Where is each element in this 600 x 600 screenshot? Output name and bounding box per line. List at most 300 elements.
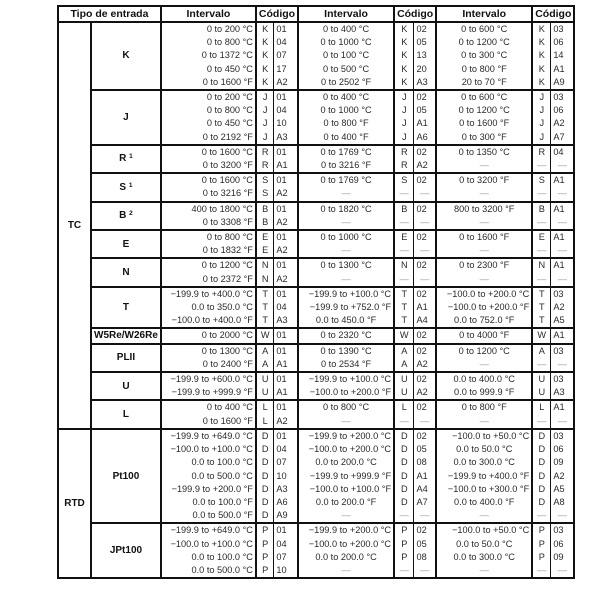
range-interval: 0 to 800 °C	[206, 37, 253, 48]
header-code-1: Código	[256, 6, 298, 22]
range-interval: 0.0 to 200.0 °C	[315, 457, 377, 468]
table-row	[58, 258, 574, 272]
code-letter: B	[394, 202, 414, 216]
code-number: 03	[551, 523, 575, 537]
table-row	[58, 22, 574, 36]
code-number: 01	[274, 258, 298, 272]
table-row	[58, 202, 574, 216]
code-number: 06	[551, 104, 575, 117]
code-number: A1	[551, 202, 575, 216]
code-letter: D	[532, 456, 551, 469]
sensor-type-label	[91, 400, 161, 428]
code-letter: K	[394, 63, 414, 76]
code-number: 08	[414, 456, 436, 469]
code-number: 02	[414, 90, 436, 104]
sensor-type-label	[91, 372, 161, 400]
code-letter: K	[256, 22, 274, 36]
code-number: 01	[274, 523, 298, 537]
sensor-type-name: R	[119, 153, 127, 165]
range-interval: 0 to 400 °C	[161, 400, 256, 414]
range-interval: 0 to 500 °C	[323, 63, 370, 74]
code-number: 06	[551, 443, 575, 456]
code-letter: W	[394, 328, 414, 343]
range-interval: 0 to 1300 °C	[298, 258, 394, 272]
code-letter: —	[394, 187, 414, 201]
code-letter: —	[532, 159, 551, 173]
range-interval: —	[479, 245, 489, 256]
code-number: A2	[274, 187, 298, 201]
code-number: 07	[274, 49, 298, 62]
sensor-type-name: J	[123, 111, 129, 123]
code-number: —	[414, 244, 436, 258]
range-interval: −100.0 to +50.0 °C	[436, 429, 532, 443]
code-number: A9	[274, 509, 298, 523]
code-letter: U	[256, 386, 274, 400]
code-letter: N	[532, 258, 551, 272]
code-number: A9	[551, 76, 575, 90]
code-number: A1	[551, 173, 575, 187]
code-letter: K	[394, 76, 414, 90]
footnote-marker: 1	[128, 181, 133, 189]
range-interval: 0 to 2534 °F	[320, 358, 372, 369]
code-number: 02	[414, 22, 436, 36]
sensor-type-label	[91, 287, 161, 329]
range-interval: −100.0 to +200.0 °C	[436, 287, 532, 301]
code-number: A1	[551, 328, 575, 343]
code-number: A1	[551, 258, 575, 272]
code-number: 02	[414, 429, 436, 443]
code-number: 01	[274, 22, 298, 36]
range-interval: −100.0 to +100.0 °C	[170, 538, 253, 549]
code-letter: T	[394, 301, 414, 314]
code-number: 05	[414, 104, 436, 117]
sensor-type-name: B	[119, 210, 127, 222]
range-interval: 0 to 3308 °F	[202, 216, 253, 227]
code-letter: P	[256, 523, 274, 537]
code-number: —	[414, 273, 436, 287]
code-letter: —	[532, 415, 551, 429]
code-number: —	[551, 358, 575, 372]
range-interval: —	[479, 358, 489, 369]
code-number: 07	[274, 456, 298, 469]
sensor-type-label	[91, 344, 161, 372]
code-number: 02	[414, 400, 436, 414]
input-group-label: TC	[58, 22, 91, 429]
range-interval: 0.0 to 50.0 °C	[456, 538, 513, 549]
range-interval: 0.0 to 500.0 °F	[192, 510, 253, 521]
code-letter: D	[532, 470, 551, 483]
code-letter: P	[394, 523, 414, 537]
code-number: 06	[551, 36, 575, 49]
sensor-type-label	[91, 328, 161, 343]
code-number: A5	[551, 314, 575, 328]
code-number: 03	[551, 287, 575, 301]
code-letter: R	[256, 145, 274, 159]
code-number: 03	[551, 22, 575, 36]
code-letter: K	[256, 36, 274, 49]
code-number: 02	[414, 372, 436, 386]
range-interval: —	[479, 510, 489, 521]
range-interval: 0.0 to 50.0 °C	[456, 444, 513, 455]
range-interval: —	[479, 273, 489, 284]
code-number: —	[414, 564, 436, 578]
code-letter: J	[532, 104, 551, 117]
code-number: 02	[414, 523, 436, 537]
code-number: A2	[274, 273, 298, 287]
code-letter: E	[256, 230, 274, 244]
code-letter: D	[532, 443, 551, 456]
table-row	[58, 287, 574, 301]
range-interval: —	[341, 510, 351, 521]
code-number: —	[551, 159, 575, 173]
range-interval: 0 to 400 °C	[298, 22, 394, 36]
table-row	[58, 400, 574, 414]
code-letter: D	[394, 429, 414, 443]
code-letter: P	[256, 538, 274, 551]
range-interval: 0 to 200 °C	[161, 22, 256, 36]
code-number: 09	[551, 551, 575, 564]
range-interval: 0 to 1350 °C	[436, 145, 532, 159]
code-letter: K	[394, 22, 414, 36]
footnote-marker: 1	[129, 153, 133, 161]
code-letter: U	[256, 372, 274, 386]
range-interval: 0 to 1600 °C	[161, 173, 256, 187]
code-letter: K	[256, 76, 274, 90]
range-interval: 0 to 800 °C	[298, 400, 394, 414]
code-letter: P	[532, 538, 551, 551]
range-interval: 0 to 2320 °C	[298, 328, 394, 343]
table-body	[58, 22, 574, 578]
code-letter: K	[532, 22, 551, 36]
header-interval-2: Intervalo	[298, 6, 394, 22]
range-interval: 0 to 1600 °F	[436, 230, 532, 244]
range-interval: 0 to 1200 °C	[458, 37, 510, 48]
range-interval: −199.9 to +100.0 °C	[298, 287, 394, 301]
code-number: 13	[414, 49, 436, 62]
code-letter: —	[532, 358, 551, 372]
code-letter: J	[532, 117, 551, 130]
sensor-type-name: T	[122, 302, 129, 314]
code-number: 07	[274, 551, 298, 564]
code-number: A2	[274, 244, 298, 258]
code-number: 01	[274, 230, 298, 244]
code-letter: K	[256, 49, 274, 62]
code-number: 05	[414, 36, 436, 49]
code-letter: D	[256, 443, 274, 456]
code-number: 01	[274, 429, 298, 443]
code-number: 04	[274, 538, 298, 551]
range-interval: —	[341, 216, 351, 227]
code-number: 03	[551, 429, 575, 443]
code-number: 02	[414, 344, 436, 358]
code-number: —	[551, 509, 575, 523]
code-letter: A	[532, 344, 551, 358]
range-interval: −199.9 to +200.0 °C	[298, 429, 394, 443]
range-interval: 0 to 600 °C	[436, 22, 532, 36]
sensor-type-label	[91, 258, 161, 286]
range-interval: 0 to 400 °F	[323, 131, 369, 142]
header-code-2: Código	[394, 6, 436, 22]
code-letter: J	[532, 90, 551, 104]
range-interval: −199.9 to +649.0 °C	[161, 429, 256, 443]
code-number: A1	[414, 301, 436, 314]
code-letter: —	[394, 273, 414, 287]
code-letter: J	[532, 131, 551, 145]
code-number: —	[551, 415, 575, 429]
range-interval: 0 to 1200 °C	[458, 105, 510, 116]
code-number: 10	[274, 470, 298, 483]
code-letter: B	[256, 216, 274, 230]
code-letter: D	[394, 483, 414, 496]
code-number: A2	[551, 301, 575, 314]
range-interval: 0 to 1390 °C	[298, 344, 394, 358]
sensor-type-name: S	[119, 181, 127, 193]
range-interval: 0 to 1000 °C	[298, 230, 394, 244]
code-number: A2	[414, 358, 436, 372]
range-interval: 0 to 1200 °C	[161, 258, 256, 272]
range-interval: −199.9 to +999.9 °F	[171, 387, 253, 398]
code-number: 04	[274, 301, 298, 314]
range-interval: —	[341, 415, 351, 426]
range-interval: 0.0 to 752.0 °F	[454, 315, 515, 326]
header-interval-3: Intervalo	[436, 6, 532, 22]
range-interval: 0 to 400 °C	[298, 90, 394, 104]
code-letter: D	[394, 456, 414, 469]
range-interval: 0 to 4000 °F	[436, 328, 532, 343]
code-number: 02	[414, 258, 436, 272]
sensor-type-name: U	[122, 380, 130, 392]
sensor-type-name: W5Re/W26Re	[94, 330, 158, 342]
range-interval: 0 to 1600 °F	[459, 118, 510, 129]
range-interval: −100.0 to +400.0 °F	[171, 315, 253, 326]
code-letter: K	[394, 36, 414, 49]
range-interval: 0.0 to 450.0 °F	[315, 315, 377, 326]
range-interval: 0.0 to 400.0 °C	[436, 372, 532, 386]
code-letter: J	[394, 131, 414, 145]
range-interval: 0 to 3200 °F	[202, 160, 253, 171]
code-letter: T	[394, 287, 414, 301]
code-number: 01	[274, 202, 298, 216]
code-letter: D	[394, 443, 414, 456]
code-number: —	[414, 509, 436, 523]
range-interval: −199.9 to +999.9 °F	[309, 470, 392, 481]
code-letter: U	[532, 372, 551, 386]
code-number: 17	[274, 63, 298, 76]
code-number: 08	[414, 551, 436, 564]
code-number: —	[414, 187, 436, 201]
code-letter: J	[256, 117, 274, 130]
code-letter: —	[394, 564, 414, 578]
range-interval: 0 to 1769 °C	[298, 145, 394, 159]
code-number: A1	[551, 230, 575, 244]
code-number: A3	[414, 76, 436, 90]
range-interval: 0.0 to 400.0 °F	[454, 496, 515, 507]
code-letter: —	[394, 216, 414, 230]
code-letter: T	[256, 314, 274, 328]
range-interval: 0 to 1300 °C	[161, 344, 256, 358]
header-input-type: Tipo de entrada	[58, 6, 161, 22]
code-letter: J	[394, 90, 414, 104]
range-interval: −199.9 to +400.0 °C	[161, 287, 256, 301]
range-interval: 0 to 2400 °F	[202, 358, 253, 369]
range-interval: 0 to 800 °C	[206, 105, 253, 116]
input-group-label: RTD	[58, 429, 91, 578]
code-number: 02	[414, 230, 436, 244]
code-number: A1	[414, 470, 436, 483]
code-number: 02	[414, 202, 436, 216]
range-interval: —	[341, 188, 351, 199]
range-interval: —	[479, 564, 489, 575]
code-letter: D	[256, 470, 274, 483]
code-number: —	[414, 216, 436, 230]
table-row	[58, 230, 574, 244]
code-number: A2	[274, 216, 298, 230]
code-letter: U	[394, 372, 414, 386]
code-number: 04	[274, 36, 298, 49]
code-letter: R	[394, 145, 414, 159]
code-letter: —	[532, 273, 551, 287]
code-letter: J	[256, 104, 274, 117]
range-interval: 0.0 to 200.0 °F	[315, 496, 377, 507]
code-letter: —	[394, 244, 414, 258]
code-letter: K	[532, 76, 551, 90]
code-number: A2	[274, 415, 298, 429]
sensor-type-name: Pt100	[112, 470, 140, 482]
table-row	[58, 328, 574, 343]
code-letter: —	[394, 509, 414, 523]
code-letter: J	[256, 90, 274, 104]
table-row	[58, 523, 574, 537]
code-number: 04	[551, 145, 575, 159]
code-letter: D	[394, 496, 414, 509]
range-interval: —	[479, 216, 489, 227]
range-interval: —	[479, 188, 489, 199]
code-letter: U	[394, 386, 414, 400]
code-letter: D	[256, 496, 274, 509]
range-interval: 0 to 800 °F	[436, 400, 532, 414]
range-interval: 800 to 3200 °F	[436, 202, 532, 216]
code-number: A4	[414, 483, 436, 496]
code-number: 03	[551, 344, 575, 358]
code-number: 20	[414, 63, 436, 76]
sensor-type-name: N	[122, 267, 130, 279]
code-number: 01	[274, 400, 298, 414]
code-letter: D	[256, 456, 274, 469]
range-interval: 0 to 2300 °F	[436, 258, 532, 272]
range-interval: −100.0 to +200.0 °C	[308, 444, 392, 455]
range-interval: —	[341, 273, 351, 284]
range-interval: 0 to 800 °F	[461, 63, 507, 74]
code-letter: K	[256, 63, 274, 76]
code-number: 05	[414, 443, 436, 456]
code-number: 01	[274, 328, 298, 343]
code-letter: S	[256, 187, 274, 201]
code-number: A2	[414, 386, 436, 400]
code-letter: T	[532, 314, 551, 328]
code-number: —	[551, 564, 575, 578]
range-interval: 0 to 1600 °C	[161, 145, 256, 159]
code-letter: D	[532, 496, 551, 509]
code-letter: K	[532, 63, 551, 76]
code-number: 04	[274, 443, 298, 456]
code-number: A7	[414, 496, 436, 509]
code-letter: K	[532, 49, 551, 62]
code-letter: —	[532, 509, 551, 523]
sensor-type-name: L	[122, 409, 129, 421]
code-number: 01	[274, 90, 298, 104]
code-letter: A	[394, 358, 414, 372]
code-letter: R	[394, 159, 414, 173]
sensor-type-label	[91, 22, 161, 90]
range-interval: 0 to 2502 °F	[320, 76, 372, 87]
code-number: A5	[551, 483, 575, 496]
range-interval: 0.0 to 500.0 °C	[191, 470, 253, 481]
range-interval: 0.0 to 300.0 °C	[453, 551, 515, 562]
code-letter: T	[394, 314, 414, 328]
range-interval: 0 to 300 °F	[461, 131, 507, 142]
sensor-type-label	[91, 90, 161, 145]
code-letter: —	[532, 187, 551, 201]
code-number: 06	[551, 538, 575, 551]
range-interval: —	[479, 415, 489, 426]
code-number: 02	[414, 145, 436, 159]
range-interval: 0.0 to 100.0 °F	[192, 496, 253, 507]
code-letter: L	[532, 400, 551, 414]
code-letter: L	[256, 400, 274, 414]
header-code-3: Código	[532, 6, 574, 22]
code-number: A3	[274, 483, 298, 496]
range-interval: −199.9 to +600.0 °C	[161, 372, 256, 386]
footnote-marker: 2	[129, 210, 133, 218]
code-number: A6	[414, 131, 436, 145]
code-letter: —	[532, 216, 551, 230]
code-number: 01	[274, 173, 298, 187]
code-letter: T	[532, 287, 551, 301]
code-letter: A	[256, 344, 274, 358]
code-number: 01	[274, 344, 298, 358]
code-letter: A	[394, 344, 414, 358]
table-row	[58, 145, 574, 159]
code-number: 03	[551, 372, 575, 386]
code-number: A8	[551, 496, 575, 509]
range-interval: 0 to 450 °C	[206, 63, 253, 74]
code-letter: T	[532, 301, 551, 314]
sensor-type-label	[91, 429, 161, 523]
code-number: A4	[414, 314, 436, 328]
code-letter: P	[256, 564, 274, 578]
code-number: A1	[274, 159, 298, 173]
code-number: A2	[414, 159, 436, 173]
range-interval: 0 to 2372 °F	[202, 273, 253, 284]
code-letter: S	[394, 173, 414, 187]
code-letter: A	[256, 358, 274, 372]
code-number: A3	[274, 314, 298, 328]
range-interval: −199.9 to +752.0 °F	[309, 302, 392, 313]
code-number: 02	[414, 328, 436, 343]
table-row	[58, 344, 574, 358]
code-number: 05	[414, 538, 436, 551]
range-interval: —	[479, 160, 489, 171]
range-interval: 0 to 1000 °C	[320, 105, 372, 116]
code-number: —	[551, 244, 575, 258]
range-interval: −199.9 to +200.0 °C	[298, 523, 394, 537]
range-interval: 400 to 1800 °C	[161, 202, 256, 216]
code-letter: —	[532, 564, 551, 578]
code-number: —	[551, 273, 575, 287]
code-letter: W	[256, 328, 274, 343]
code-number: A1	[274, 386, 298, 400]
table-row	[58, 90, 574, 104]
